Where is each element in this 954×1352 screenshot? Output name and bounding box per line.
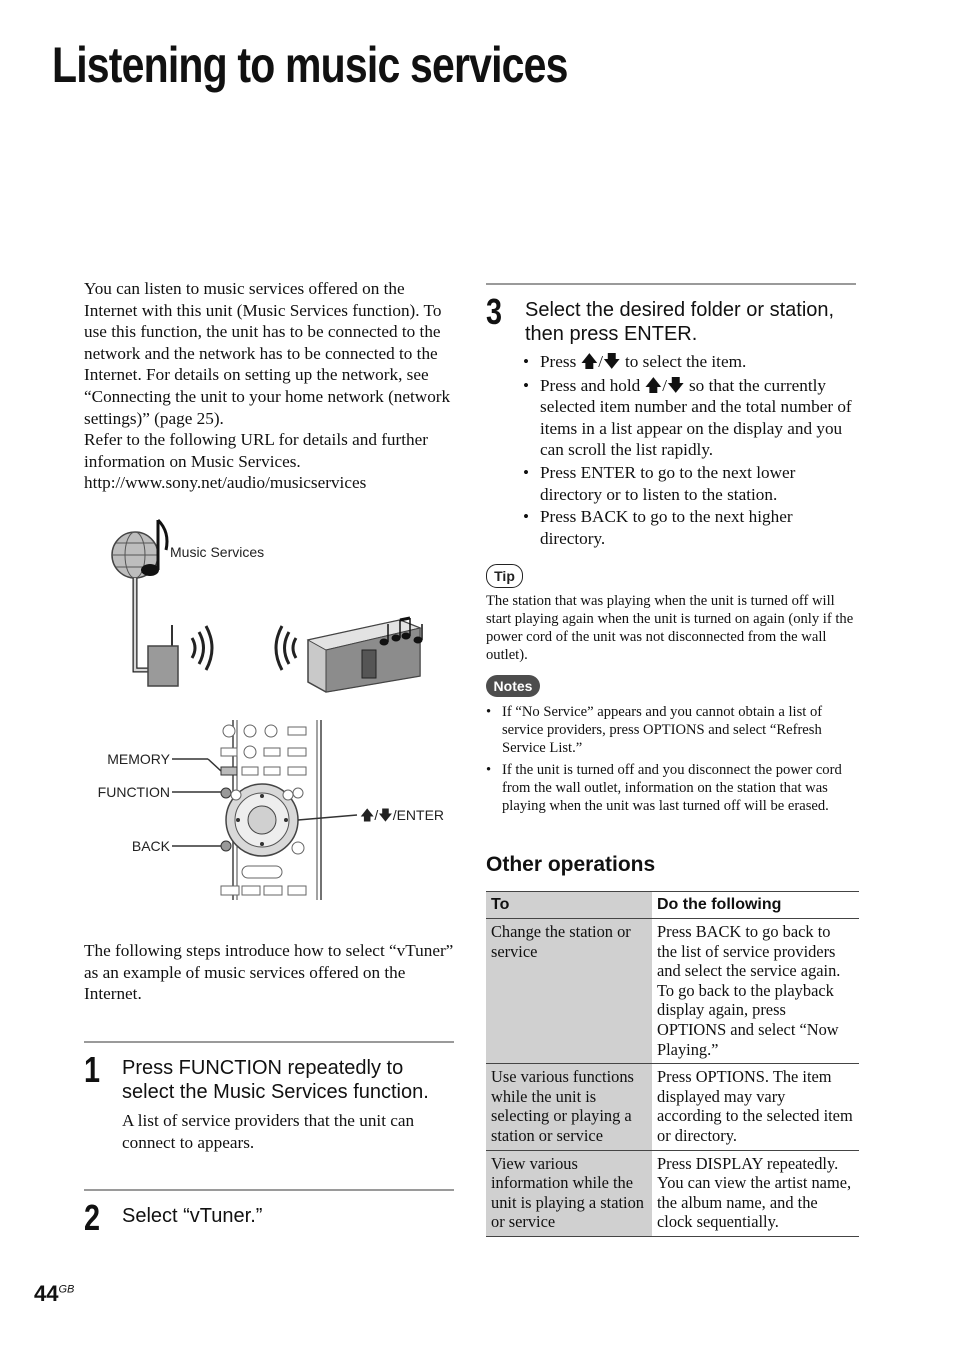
- section-title: Other operations: [486, 853, 656, 876]
- operations-table: [486, 891, 859, 1237]
- step-number: 3: [486, 291, 503, 332]
- page-number: $44^{GB}$: [34, 1281, 75, 1306]
- list-item: • If “No Service” appears and you cannot obtain a list of service providers, press OPTIONS and select “Refresh Service List.”: [486, 703, 856, 757]
- down-arrow-icon: 🡇: [603, 352, 621, 371]
- step-number: 1: [84, 1049, 101, 1090]
- step-heading: Select the desired folder or station, then press ENTER.: [525, 299, 835, 345]
- table-cell: Use various functions while the unit is selecting or playing a station or service: [486, 1064, 652, 1150]
- wireless-signal-icon: [192, 626, 212, 670]
- step-divider: [84, 1189, 454, 1191]
- enter-label: 🡅/🡇/ENTER: [360, 807, 445, 823]
- table-cell: Press BACK to go back to the list of service providers and select the service again. To go back to the playback display again, press OPTIONS and select “Now Playing.”: [652, 919, 859, 1064]
- table-row: [486, 919, 859, 1064]
- step-body: A list of service providers that the unit can connect to appears.: [122, 1111, 415, 1152]
- table-row: [486, 1150, 859, 1236]
- column-header: Do the following: [652, 892, 859, 919]
- remote-control-icon: [221, 720, 321, 900]
- list-item: • If the unit is turned off and you disconnect the power cord from the wall outlet, information on the station that was playing when the unit was last turned off will be erased.: [486, 761, 856, 815]
- list-item: • Press ENTER to go to the next lower directory or to listen to the station.: [520, 462, 857, 505]
- wireless-signal-icon: [276, 626, 296, 670]
- table-cell: View various information while the unit is playing a station or service: [486, 1150, 652, 1236]
- back-label: BACK: [131, 838, 170, 854]
- step-heading: Select “vTuner.”: [122, 1205, 263, 1227]
- speaker-dock-icon: [308, 620, 420, 692]
- intro-paragraph: You can listen to music services offered on the Internet with this unit (Music Services function). To use this function, the unit has to be connected to the network and the network has to be connected to the Internet. For details on setting up the network, see “Connecting the unit to your home network (network settings)” (page 25).: [84, 279, 451, 428]
- list-item: • Press BACK to go to the next higher directory.: [520, 506, 857, 549]
- table-cell: Change the station or service: [486, 919, 652, 1064]
- intro-text: [84, 278, 456, 494]
- setup-illustration: [90, 510, 450, 910]
- column-header: To: [486, 892, 652, 919]
- step-divider: [486, 283, 856, 285]
- list-item: • Press 🡅/🡇 to select the item.: [520, 351, 857, 373]
- table-header-row: [486, 892, 859, 919]
- up-arrow-icon: 🡅: [360, 807, 375, 823]
- notes-list: [486, 703, 856, 819]
- list-item: • Press and hold 🡅/🡇 so that the currently selected item number and the total number of items in a list appear on the display and you can scroll the list rapidly.: [520, 375, 857, 461]
- step-heading: Press FUNCTION repeatedly to select the Music Services function.: [122, 1057, 429, 1103]
- page-suffix: GB: [58, 1283, 75, 1296]
- steps-intro: The following steps introduce how to select “vTuner” as an example of music services offered on the Internet.: [84, 941, 454, 1004]
- up-arrow-icon: 🡅: [644, 375, 663, 395]
- step-divider: [84, 1041, 454, 1043]
- function-label: FUNCTION: [97, 784, 170, 800]
- tip-text: The station that was playing when the unit is turned off will start playing again when the unit is turned on again (only if the power cord of the unit was not disconnected from the wall outlet).: [486, 593, 854, 663]
- table-row: [486, 1064, 859, 1150]
- up-arrow-icon: 🡅: [580, 352, 599, 371]
- notes-badge: Notes: [486, 675, 540, 697]
- down-arrow-icon: 🡇: [378, 807, 393, 823]
- table-cell: Press DISPLAY repeatedly. You can view the artist name, the album name, and the clock sequentially.: [652, 1150, 859, 1236]
- intro-url: http://www.sony.net/audio/musicservices: [84, 473, 367, 493]
- memory-label: MEMORY: [107, 751, 170, 767]
- down-arrow-icon: 🡇: [667, 375, 685, 395]
- music-services-label: Music Services: [170, 544, 265, 560]
- tip-badge: Tip: [486, 564, 523, 588]
- page-title: Listening to music services: [52, 37, 568, 93]
- intro-paragraph: Refer to the following URL for details and further information on Music Services.: [84, 430, 428, 471]
- step-body: [520, 351, 857, 549]
- step-number: 2: [84, 1197, 101, 1238]
- router-icon: [148, 625, 178, 686]
- table-cell: Press OPTIONS. The item displayed may vary according to the selected item or directory.: [652, 1064, 859, 1150]
